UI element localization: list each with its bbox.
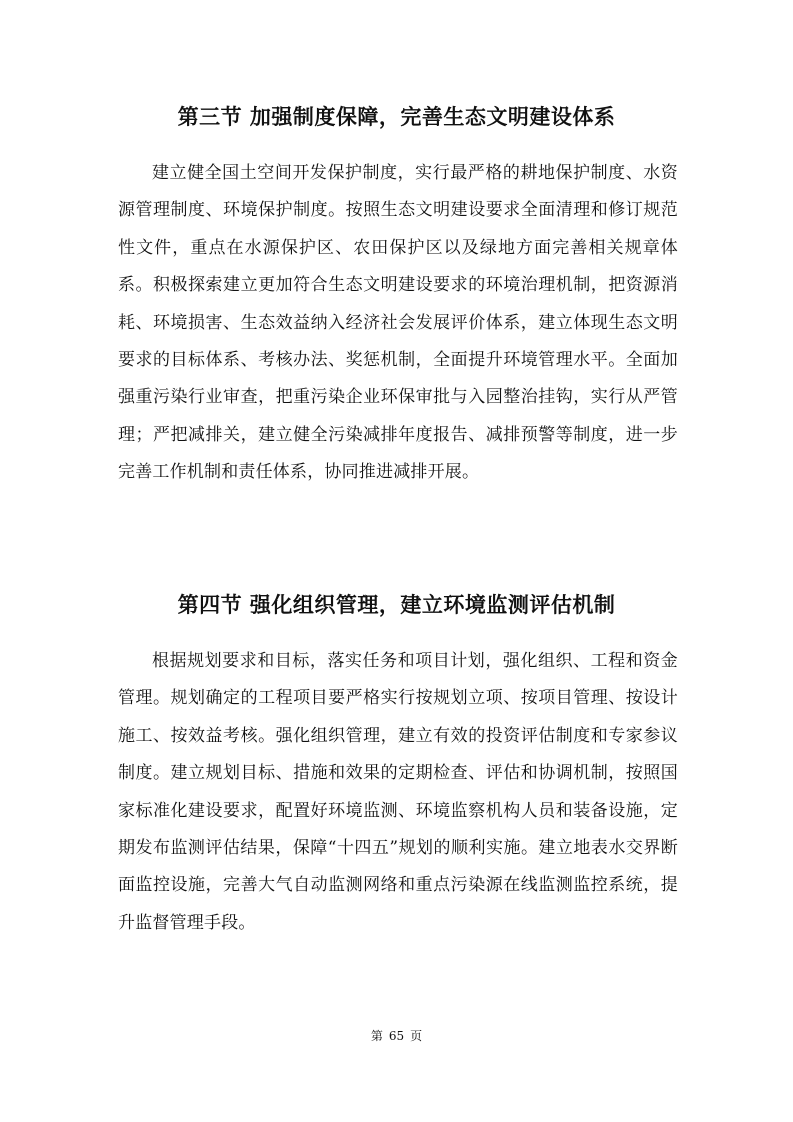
section-title-3: 第三节 加强制度保障，完善生态文明建设体系 — [177, 105, 616, 129]
section-title-4: 第四节 强化组织管理，建立环境监测评估机制 — [177, 593, 616, 617]
footer-prefix: 第 — [370, 1029, 383, 1043]
section-body-4: 根据规划要求和目标，落实任务和项目计划，强化组织、工程和资金管理。规划确定的工程项目要严格实行按规划立项、按项目管理、按设计施工、按效益考核。强化组织管理，建立有效的投资评估制度和专家参议制度。建立规划目标、措施和效果的定期检查、评估和协调机制，按照国家标准化建设要求，配置好环境监测、环境监察机构人员和装备设施，定期发布监测评估结果，保障“十四五”规划的顺利实施。建立地表水交界断面监控设施，完善大气自动监测网络和重点污染源在线监测监控系统，提升监督管理手段。 — [118, 651, 678, 933]
footer-suffix: 页 — [410, 1029, 423, 1043]
section-body-3: 建立健全国土空间开发保护制度，实行最严格的耕地保护制度、水资源管理制度、环境保护制度。按照生态文明建设要求全面清理和修订规范性文件，重点在水源保护区、农田保护区以及绿地方面完善相关规章体系。积极探索建立更加符合生态文明建设要求的环境治理机制，把资源消耗、环境损害、生态效益纳入经济社会发展评价体系，建立体现生态文明要求的目标体系、考核办法、奖惩机制，全面提升环境管理水平。全面加强重污染行业审查，把重污染企业环保审批与入园整治挂钩，实行从严管理；严把减排关，建立健全污染减排年度报告、减排预警等制度，进一步完善工作机制和责任体系，协同推进减排开展。 — [118, 163, 678, 483]
page-footer — [0, 1028, 793, 1044]
page-number: 65 — [388, 1029, 405, 1043]
